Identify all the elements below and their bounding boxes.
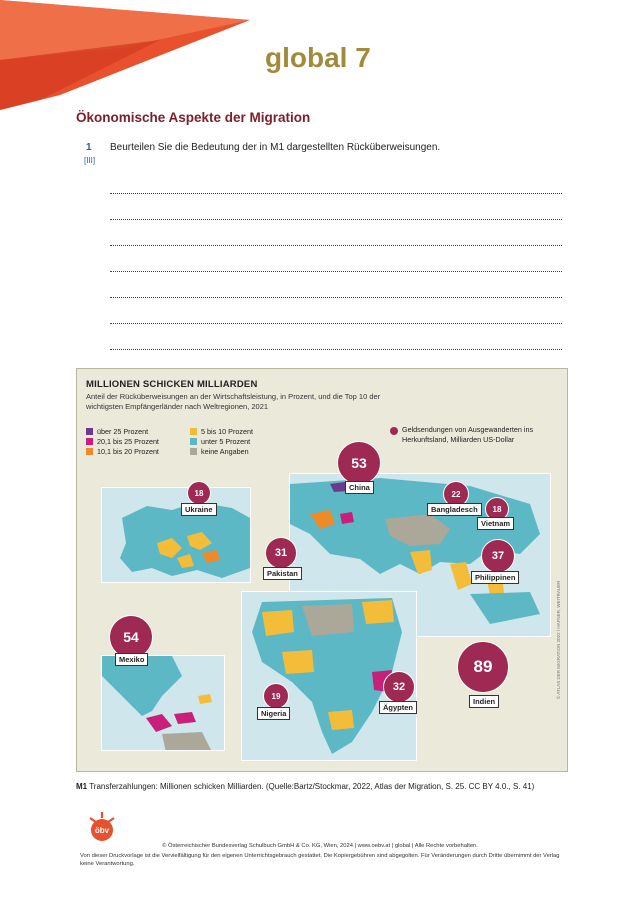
bubble-mexiko: 54 bbox=[109, 615, 153, 659]
legend-column-2 bbox=[190, 426, 253, 456]
task-level: [III] bbox=[84, 156, 96, 165]
label-mexiko: Mexiko bbox=[115, 653, 148, 666]
americas-landmass bbox=[102, 656, 225, 751]
corner-decoration bbox=[0, 0, 260, 110]
legend-item: 20,1 bis 25 Prozent bbox=[86, 436, 159, 446]
bubble-indien: 89 bbox=[457, 641, 509, 693]
legend-item: keine Angaben bbox=[190, 446, 253, 456]
figure-subtitle: Anteil der Rücküberweisungen an der Wirtschaftsleistung, in Prozent, und die Top 10 der wichtigsten Empfängerländer nach Weltregionen, 2021 bbox=[86, 392, 381, 411]
answer-lines[interactable] bbox=[110, 168, 562, 350]
label-bangladesch: Bangladesch bbox=[427, 503, 482, 516]
section-title: Ökonomische Aspekte der Migration bbox=[76, 110, 311, 125]
legend-item: über 25 Prozent bbox=[86, 426, 159, 436]
legend-item: unter 5 Prozent bbox=[190, 436, 253, 446]
label-ukraine: Ukraine bbox=[181, 503, 217, 516]
bubble-bangladesch: 22 bbox=[443, 481, 469, 507]
label-nigeria: Nigeria bbox=[257, 707, 290, 720]
bubble-ukraine: 18 bbox=[187, 481, 211, 505]
task-number: 1 bbox=[86, 142, 92, 153]
svg-text:öbv: öbv bbox=[94, 826, 110, 835]
footer-copyright: © Österreichischer Bundesverlag Schulbuch GmbH & Co. KG, Wien, 2024 | www.oebv.at | global | Alle Rechte vorbehalten. bbox=[162, 843, 478, 849]
answer-line[interactable] bbox=[110, 220, 562, 246]
map-americas bbox=[101, 655, 225, 751]
figure-credit: © ATLAS DER MIGRATION 2022 / HAFNER, WEITRAUER bbox=[556, 580, 561, 699]
bubble-pakistan: 31 bbox=[265, 537, 297, 569]
answer-line[interactable] bbox=[110, 168, 562, 194]
caption-text: Transferzahlungen: Millionen schicken Milliarden. (Quelle:Bartz/Stockmar, 2022, Atlas der Migration, S. 25. CC BY 4.0., S. 41) bbox=[89, 782, 535, 791]
label-philippinen: Philippinen bbox=[471, 571, 519, 584]
label-vietnam: Vietnam bbox=[477, 517, 514, 530]
bubble-vietnam: 18 bbox=[485, 497, 509, 521]
brand-title: global 7 bbox=[265, 42, 371, 73]
figure-caption bbox=[76, 782, 534, 791]
map-europe bbox=[101, 487, 251, 583]
answer-line[interactable] bbox=[110, 272, 562, 298]
europe-landmass bbox=[102, 488, 251, 583]
label-pakistan: Pakistan bbox=[263, 567, 302, 580]
legend-dot-note: Geldsendungen von Ausgewanderten ins Herkunftsland, Milliarden US-Dollar bbox=[402, 425, 534, 444]
legend-item: 5 bis 10 Prozent bbox=[190, 426, 253, 436]
oebv-logo bbox=[84, 812, 120, 842]
task-text: Beurteilen Sie die Bedeutung der in M1 dargestellten Rücküberweisungen. bbox=[110, 142, 441, 153]
legend-column-1 bbox=[86, 426, 159, 456]
figure-title: MILLIONEN SCHICKEN MILLIARDEN bbox=[86, 379, 258, 390]
label-china: China bbox=[345, 481, 374, 494]
answer-line[interactable] bbox=[110, 194, 562, 220]
caption-label: M1 bbox=[76, 782, 88, 791]
legend-dot-icon bbox=[390, 427, 398, 435]
legend-item: 10,1 bis 20 Prozent bbox=[86, 446, 159, 456]
answer-line[interactable] bbox=[110, 324, 562, 350]
bubble-nigeria: 19 bbox=[263, 683, 289, 709]
label-indien: Indien bbox=[469, 695, 499, 708]
answer-line[interactable] bbox=[110, 298, 562, 324]
bubble-aegypten: 32 bbox=[383, 671, 415, 703]
bubble-china: 53 bbox=[337, 441, 381, 485]
label-aegypten: Ägypten bbox=[379, 701, 417, 714]
footer-notice: Von dieser Druckvorlage ist die Vervielfältigung für den eigenen Unterrichtsgebrauch gestattet. Die Kopiergebühren sind abgegolten. Für Veränderungen durch Dritte übernimmt der Verlag keine Verantwortung. bbox=[80, 853, 560, 867]
answer-line[interactable] bbox=[110, 246, 562, 272]
figure-m1 bbox=[76, 368, 568, 772]
bubble-philippinen: 37 bbox=[481, 539, 515, 573]
